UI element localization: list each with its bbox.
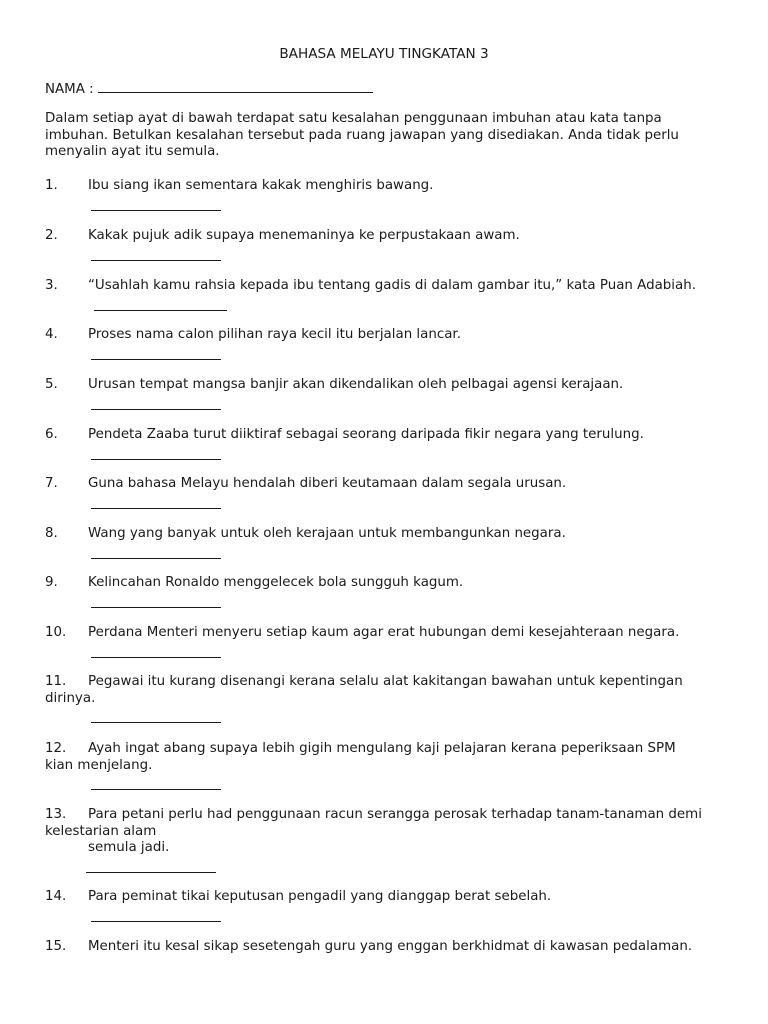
- page-title: BAHASA MELAYU TINGKATAN 3: [279, 46, 489, 62]
- question-15: [45, 939, 735, 956]
- question-number: 1.: [45, 178, 58, 193]
- answer-line-9[interactable]: [91, 607, 221, 608]
- answer-line-13[interactable]: [86, 872, 216, 873]
- question-number: 9.: [45, 575, 58, 590]
- question-number: 12.: [45, 741, 67, 756]
- answer-line-3[interactable]: [94, 310, 227, 311]
- name-label: NAMA :: [45, 82, 94, 97]
- question-4: [45, 327, 735, 344]
- question-text-continued: kian menjelang.: [45, 757, 153, 773]
- question-14: [45, 889, 735, 906]
- answer-line-12[interactable]: [91, 789, 221, 790]
- question-number: 15.: [45, 939, 67, 954]
- answer-line-7[interactable]: [91, 508, 221, 509]
- question-text: Para petani perlu had penggunaan racun serangga perosak terhadap tanam-tanaman demi: [88, 807, 702, 822]
- question-text: Para peminat tikai keputusan pengadil yang dianggap berat sebelah.: [88, 889, 552, 904]
- question-text-continued: dirinya.: [45, 690, 96, 706]
- question-6: [45, 427, 735, 444]
- question-2: [45, 228, 735, 245]
- question-number: 5.: [45, 377, 58, 392]
- question-number: 8.: [45, 526, 58, 541]
- name-blank-line[interactable]: [98, 79, 373, 93]
- question-3: [45, 278, 735, 295]
- question-number: 2.: [45, 228, 58, 243]
- question-text: Urusan tempat mangsa banjir akan dikendalikan oleh pelbagai agensi kerajaan.: [88, 377, 624, 392]
- question-text: Pendeta Zaaba turut diiktiraf sebagai seorang daripada fikir negara yang terulung.: [88, 427, 644, 442]
- question-number: 6.: [45, 427, 58, 442]
- question-text-continued: kelestarian alam: [45, 823, 157, 839]
- question-number: 10.: [45, 625, 67, 640]
- question-text-continued-2: semula jadi.: [88, 840, 170, 855]
- question-13: [45, 807, 735, 857]
- question-text: Menteri itu kesal sikap sesetengah guru yang enggan berkhidmat di kawasan pedalaman.: [88, 939, 693, 954]
- question-9: [45, 575, 735, 592]
- question-text: Guna bahasa Melayu hendalah diberi keutamaan dalam segala urusan.: [88, 476, 567, 491]
- question-text: Proses nama calon pilihan raya kecil itu berjalan lancar.: [88, 327, 461, 342]
- question-number: 14.: [45, 889, 67, 904]
- question-12: [45, 741, 735, 774]
- question-text: Kelincahan Ronaldo menggelecek bola sungguh kagum.: [88, 575, 464, 590]
- answer-line-5[interactable]: [91, 409, 221, 410]
- answer-line-8[interactable]: [91, 558, 221, 559]
- question-number: 13.: [45, 807, 67, 822]
- name-field: [45, 79, 373, 99]
- question-11: [45, 674, 735, 707]
- question-1: [45, 178, 735, 195]
- answer-line-2[interactable]: [91, 260, 221, 261]
- question-number: 4.: [45, 327, 58, 342]
- question-text: Ibu siang ikan sementara kakak menghiris bawang.: [88, 178, 434, 193]
- answer-line-6[interactable]: [91, 459, 221, 460]
- question-8: [45, 526, 735, 543]
- question-number: 3.: [45, 278, 58, 293]
- answer-line-4[interactable]: [91, 359, 221, 360]
- question-5: [45, 377, 735, 394]
- question-text: “Usahlah kamu rahsia kepada ibu tentang gadis di dalam gambar itu,” kata Puan Adabiah.: [88, 278, 696, 293]
- question-text: Kakak pujuk adik supaya menemaninya ke perpustakaan awam.: [88, 228, 520, 243]
- answer-line-1[interactable]: [91, 210, 221, 211]
- question-text: Pegawai itu kurang disenangi kerana selalu alat kakitangan bawahan untuk kepentingan: [88, 674, 683, 689]
- instructions: Dalam setiap ayat di bawah terdapat satu kesalahan penggunaan imbuhan atau kata tanpa imbuhan. Betulkan kesalahan tersebut pada ruang jawapan yang disediakan. Anda tidak perlu menyalin ayat itu semula.: [45, 111, 679, 159]
- question-number: 11.: [45, 674, 67, 689]
- question-text: Perdana Menteri menyeru setiap kaum agar erat hubungan demi kesejahteraan negara.: [88, 625, 680, 640]
- answer-line-11[interactable]: [91, 722, 221, 723]
- question-7: [45, 476, 735, 493]
- question-text: Ayah ingat abang supaya lebih gigih mengulang kaji pelajaran kerana peperiksaan SPM: [88, 741, 676, 756]
- question-number: 7.: [45, 476, 58, 491]
- question-text: Wang yang banyak untuk oleh kerajaan untuk membangunkan negara.: [88, 526, 566, 541]
- question-10: [45, 625, 735, 642]
- answer-line-14[interactable]: [91, 921, 221, 922]
- answer-line-10[interactable]: [91, 657, 221, 658]
